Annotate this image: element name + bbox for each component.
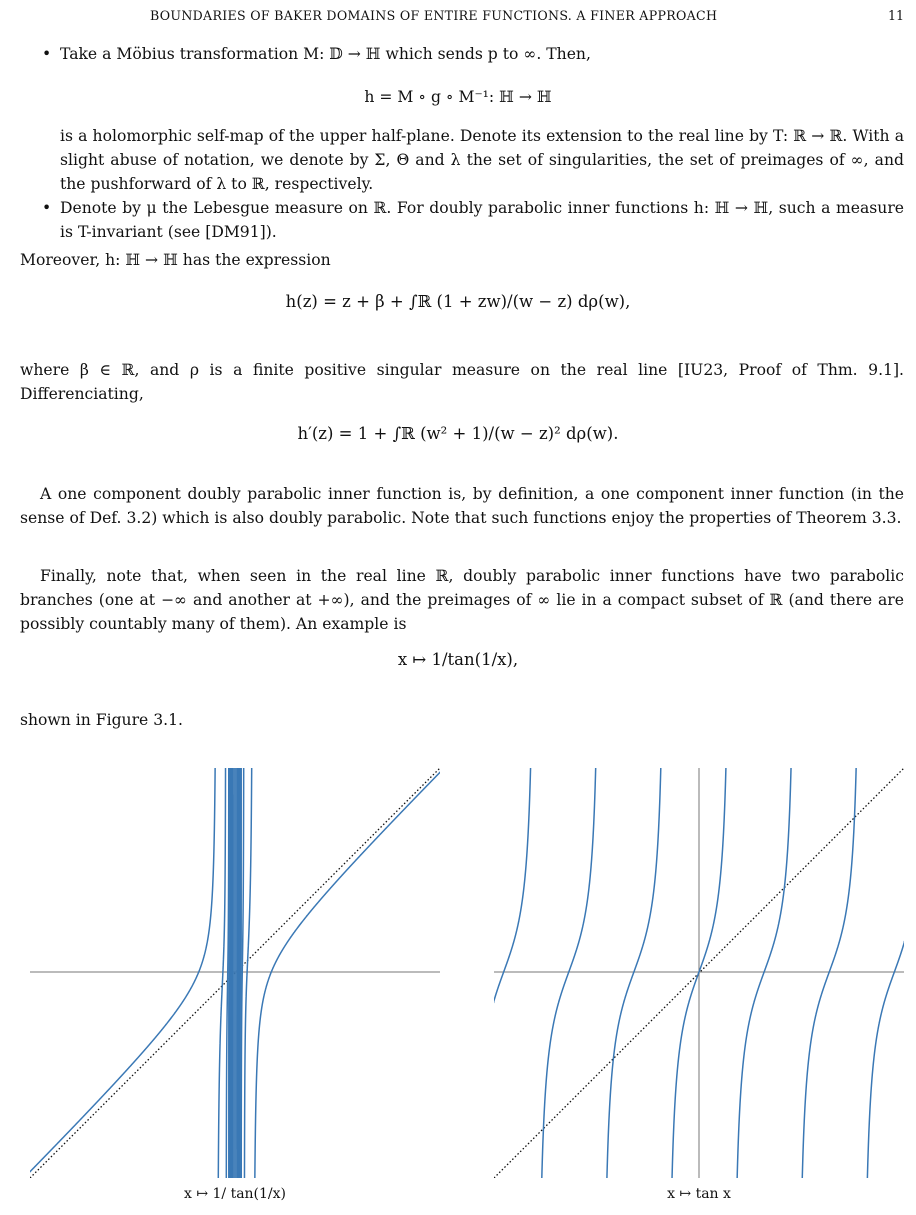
tan-dense-branch-3 (541, 768, 596, 1178)
tan-dense-branch-4 (606, 768, 661, 1178)
paragraph-one-component: A one component doubly parabolic inner function is, by definition, a one component inner function (in the sense of Def. 3.2) which is also doubly parabolic. Note that such functions enjoy the properties of Theorem 3.3. (20, 485, 904, 527)
bullet-item-lebesgue (42, 196, 904, 244)
equation-h-definition: h = M ∘ g ∘ M⁻¹: ℍ → ℍ (364, 88, 552, 106)
figure-left-caption: x ↦ 1/ tan(1/x) (183, 1186, 287, 1202)
bullet-dot: • (42, 199, 52, 217)
equation-h-expression: h(z) = z + β + ∫ℝ (1 + zw)/(w − z) dρ(w), (285, 292, 631, 311)
curve-branch-right (255, 768, 440, 1178)
curve-branch-neg-2 (218, 768, 225, 1178)
tan-dense-branch-6 (737, 768, 792, 1178)
figure-right-plot (494, 768, 904, 1178)
page-number: 11 (887, 8, 904, 23)
bullet-item-mobius (42, 42, 904, 66)
running-header (0, 8, 916, 28)
equation-example: x ↦ 1/tan(1/x), (397, 650, 519, 669)
bullet-continuation: is a holomorphic self-map of the upper half-plane. Denote its extension to the real line by T: ℝ → ℝ. With a slight abuse of notation, we denote by Σ, Θ and λ the set of singularities, the set of preimages of ∞, and the pushforward of λ to ℝ, respectively. (60, 127, 904, 193)
bullet-text: Denote by μ the Lebesgue measure on ℝ. For doubly parabolic inner functions h: ℍ → ℍ, such a measure is T-invariant (see [DM91]). (60, 199, 904, 241)
paragraph-moreover: Moreover, h: ℍ → ℍ has the expression (20, 251, 331, 269)
figure-right-caption: x ↦ tan x (667, 1186, 731, 1202)
curve-branch-pos-2 (244, 768, 251, 1178)
running-title: BOUNDARIES OF BAKER DOMAINS OF ENTIRE FUNCTIONS. A FINER APPROACH (150, 8, 718, 23)
figure-left-plot (30, 768, 440, 1178)
paragraph-where: where β ∈ ℝ, and ρ is a finite positive singular measure on the real line [IU23, Proof of Thm. 9.1]. Differenciating, (20, 361, 904, 403)
tan-dense-branch-8 (867, 943, 904, 1178)
paragraph-finally: Finally, note that, when seen in the real line ℝ, doubly parabolic inner functions have two parabolic branches (one at −∞ and another at +∞), and the preimages of ∞ lie in a compact subset of ℝ (and there are possibly countably many of them). An example is (20, 567, 904, 633)
bullet-text: Take a Möbius transformation M: 𝔻 → ℍ which sends p to ∞. Then, (60, 45, 591, 63)
equation-h-derivative: h′(z) = 1 + ∫ℝ (w² + 1)/(w − z)² dρ(w). (297, 424, 619, 443)
tan-dense-branch-7 (802, 768, 857, 1178)
dense-accumulation-band (228, 768, 242, 1178)
bullet-dot: • (42, 45, 52, 63)
curve-branch-left (30, 768, 215, 1178)
paragraph-shown: shown in Figure 3.1. (20, 711, 183, 729)
tan-dense-branch-2 (494, 768, 531, 1001)
